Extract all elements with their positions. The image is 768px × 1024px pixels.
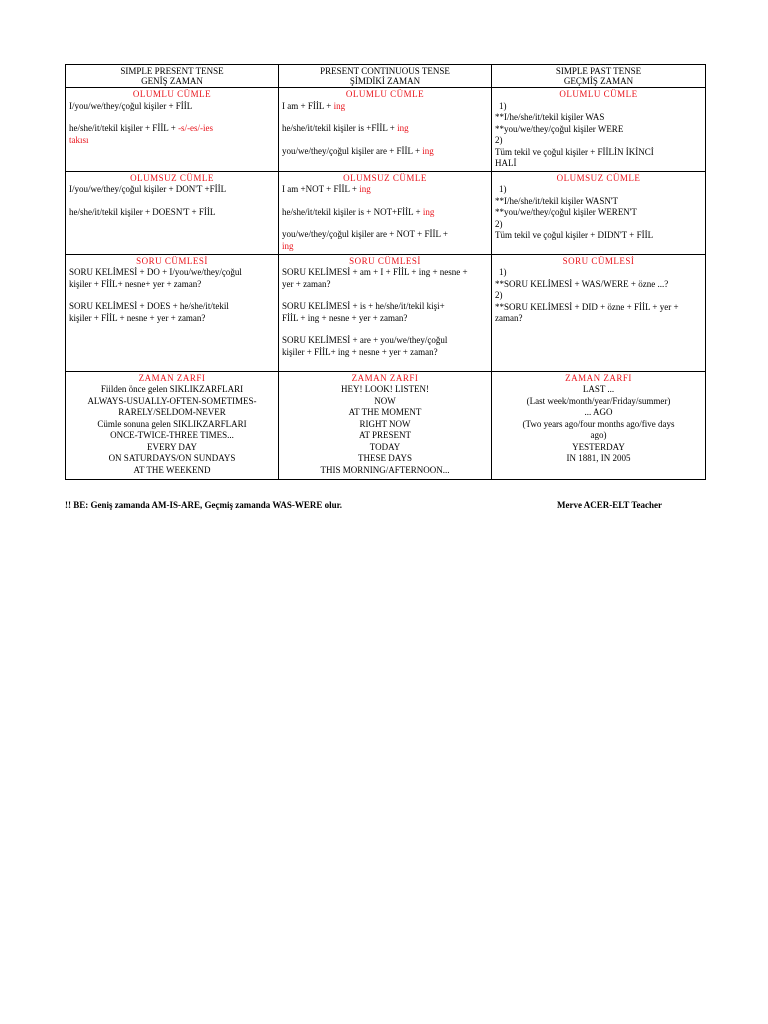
rule-line: SORU KELİMESİ + are + you/we/they/çoğul — [282, 335, 448, 345]
header-subtitle: GEÇMİŞ ZAMAN — [563, 76, 634, 86]
adverb-line: AT THE MOMENT — [348, 407, 422, 417]
adverb-continuous-cell — [279, 371, 492, 479]
adverb-line: EVERY DAY — [146, 441, 198, 452]
rule-line: Tüm tekil ve çoğul kişiler + DIDN'T + FİİL — [495, 230, 654, 240]
header-subtitle: GENİŞ ZAMAN — [141, 76, 203, 86]
rule-line: I am +NOT + FİİL + ing — [282, 184, 371, 194]
suffix-text: ing — [282, 240, 294, 251]
adverb-past-cell — [492, 371, 706, 479]
rule-line: kişiler + FİİL+ nesne+ yer + zaman? — [69, 278, 202, 289]
adverb-line: HEY! LOOK! LISTEN! — [341, 384, 429, 394]
adverb-line: THESE DAYS — [358, 453, 412, 463]
header-title: SIMPLE PAST TENSE — [555, 66, 642, 76]
adverb-line: THIS MORNING/AFTERNOON... — [320, 464, 450, 475]
affirmative-past-cell — [492, 88, 706, 172]
section-label: OLUMSUZ CÜMLE — [556, 172, 641, 183]
rule-line: 2) — [495, 135, 503, 145]
rule-line: **you/we/they/çoğul kişiler WERE — [495, 123, 624, 134]
section-label: SORU CÜMLESİ — [562, 255, 635, 266]
rule-line: FİİL + ing + nesne + yer + zaman? — [282, 312, 408, 323]
adverb-line: RIGHT NOW — [359, 418, 411, 429]
header-subtitle: ŞİMDİKİ ZAMAN — [349, 76, 421, 86]
rule-line: 1) — [499, 267, 507, 277]
rule-line: SORU KELİMESİ + is + he/she/it/tekil kişi+ — [282, 301, 445, 311]
rule-line: **SORU KELİMESİ + WAS/WERE + özne ...? — [495, 278, 669, 289]
adverb-present-cell — [66, 371, 279, 479]
affirmative-continuous-cell — [279, 88, 492, 172]
negative-continuous-cell — [279, 171, 492, 254]
affirmative-row — [66, 88, 706, 172]
section-label: ZAMAN ZARFI — [565, 372, 632, 383]
adverb-line: (Last week/month/year/Friday/summer) — [526, 395, 671, 406]
rule-line: he/she/it/tekil kişiler is +FİİL + ing — [282, 123, 409, 133]
rule-line: 2) — [495, 218, 503, 229]
section-label: SORU CÜMLESİ — [136, 255, 208, 266]
adverb-line: IN 1881, IN 2005 — [566, 453, 631, 463]
rule-line: SORU KELİMESİ + am + I + FİİL + ing + nesne + — [282, 267, 468, 277]
rule-line: 2) — [495, 290, 503, 300]
header-simple-present — [66, 65, 279, 88]
rule-line: I/you/we/they/çoğul kişiler + FİİL — [69, 100, 193, 111]
section-label: OLUMLU CÜMLE — [559, 89, 638, 99]
adverb-line: AT PRESENT — [358, 430, 412, 440]
rule-line: SORU KELİMESİ + DO + I/you/we/they/çoğul — [69, 267, 242, 277]
header-row — [66, 65, 706, 88]
section-label: ZAMAN ZARFI — [351, 372, 419, 383]
section-label: OLUMSUZ CÜMLE — [343, 172, 427, 183]
header-title: SIMPLE PRESENT TENSE — [120, 66, 224, 76]
adverb-line: ... AGO — [584, 407, 613, 417]
question-row — [66, 254, 706, 371]
rule-line: kişiler + FİİL + nesne + yer + zaman? — [69, 312, 206, 323]
adverb-line: Fiilden önce gelen SIKLIKZARFLARI — [100, 384, 244, 394]
adverb-line: NOW — [374, 395, 396, 406]
adverb-line: ONCE-TWICE-THREE TIMES... — [110, 430, 234, 440]
header-title: PRESENT CONTINUOUS TENSE — [320, 66, 450, 76]
adverb-line: TODAY — [369, 441, 401, 452]
question-past-cell — [492, 254, 706, 371]
adverb-line: Cümle sonuna gelen SIKLIKZARFLARI — [97, 418, 247, 429]
footer-note: !! BE: Geniş zamanda AM-IS-ARE, Geçmiş zamanda WAS-WERE olur. — [65, 500, 343, 510]
negative-present-cell — [66, 171, 279, 254]
rule-line: he/she/it/tekil kişiler + FİİL + -s/-es/-ies — [69, 123, 214, 133]
section-label: OLUMSUZ CÜMLE — [130, 172, 214, 183]
adverb-line: RARELY/SELDOM-NEVER — [118, 407, 226, 417]
section-label: OLUMLU CÜMLE — [345, 89, 425, 99]
adverb-line: ALWAYS-USUALLY-OFTEN-SOMETIMES- — [87, 395, 257, 406]
adverb-line: ON SATURDAYS/ON SUNDAYS — [108, 453, 236, 463]
rule-line: HALİ — [495, 158, 517, 168]
affirmative-present-cell — [66, 88, 279, 172]
negative-past-cell — [492, 171, 706, 254]
rule-line: you/we/they/çoğul kişiler are + FİİL + ing — [282, 145, 434, 156]
rule-line: he/she/it/tekil kişiler + DOESN'T + FİİL — [69, 206, 216, 217]
rule-line: zaman? — [495, 313, 523, 323]
adverb-line: YESTERDAY — [572, 441, 625, 452]
adverb-row — [66, 371, 706, 479]
adverb-line: AT THE WEEKEND — [133, 464, 211, 475]
rule-line: yer + zaman? — [282, 278, 331, 289]
rule-line: **I/he/she/it/tekil kişiler WASN'T — [495, 195, 618, 206]
adverb-line: ago) — [590, 430, 607, 440]
section-label: OLUMLU CÜMLE — [132, 89, 212, 99]
section-label: ZAMAN ZARFI — [138, 372, 206, 383]
rule-line: I am + FİİL + ing — [282, 100, 346, 111]
rule-line: **SORU KELİMESİ + DID + özne + FİİL + yer + — [495, 301, 679, 312]
adverb-line: LAST ... — [582, 384, 615, 394]
suffix-text: -s/-es/-ies — [178, 123, 214, 133]
rule-line: I/you/we/they/çoğul kişiler + DON'T +FİİL — [69, 184, 227, 194]
footer-author: Merve ACER-ELT Teacher — [557, 500, 662, 510]
rule-line: 1) — [499, 100, 507, 111]
rule-line: Tüm tekil ve çoğul kişiler + FİİLİN İKİNCİ — [495, 146, 654, 157]
rule-line: 1) — [499, 184, 507, 194]
rule-line: you/we/they/çoğul kişiler are + NOT + FİİL + — [282, 229, 448, 239]
rule-line: kişiler + FİİL+ ing + nesne + yer + zaman? — [282, 346, 438, 357]
adverb-line: (Two years ago/four months ago/five days — [522, 418, 675, 429]
grammar-table — [65, 64, 706, 480]
header-simple-past — [492, 65, 706, 88]
rule-line: **you/we/they/çoğul kişiler WEREN'T — [495, 207, 637, 217]
rule-line: SORU KELİMESİ + DOES + he/she/it/tekil — [69, 301, 229, 311]
suffix-text: takısı — [69, 134, 89, 145]
negative-row — [66, 171, 706, 254]
header-present-continuous — [279, 65, 492, 88]
rule-line: he/she/it/tekil kişiler is + NOT+FİİL + ing — [282, 206, 435, 217]
section-label: SORU CÜMLESİ — [349, 255, 421, 266]
question-continuous-cell — [279, 254, 492, 371]
question-present-cell — [66, 254, 279, 371]
rule-line: **I/he/she/it/tekil kişiler WAS — [495, 112, 605, 122]
